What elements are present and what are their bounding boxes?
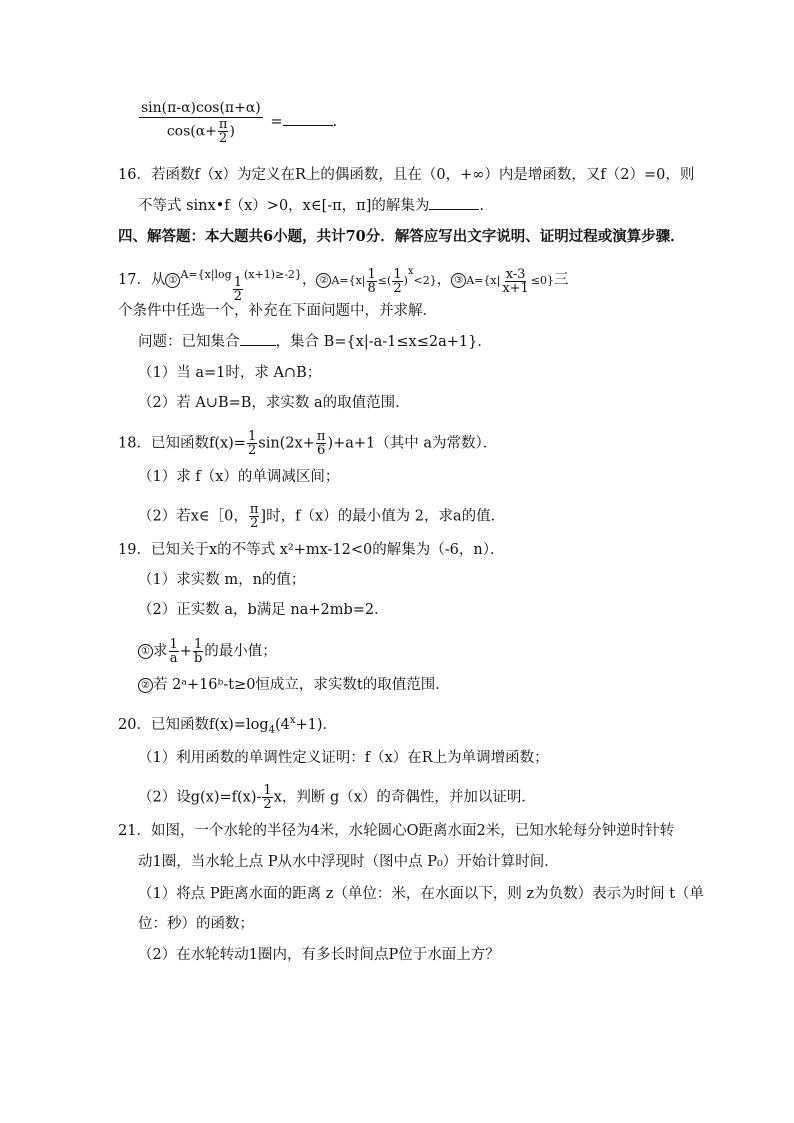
c3-frac-num: x-3 xyxy=(505,266,526,282)
q19-frac1-num: 1 xyxy=(169,637,178,652)
q18-mid: sin(2x+ xyxy=(258,435,315,452)
q18-part2-a: （2）若x∈［0， xyxy=(138,508,248,525)
q20-part1: （1）利用函数的单调性定义证明：f（x）在R上为单调增函数； xyxy=(138,750,549,766)
c2-frac1-num: 1 xyxy=(367,266,376,282)
condition-2 xyxy=(331,266,437,296)
q21-line1: 21．如图，一个水轮的半径为4米，水轮圆心O距离水面2米，已知水轮每分钟逆时针转 xyxy=(118,823,675,839)
q20-part2-b: x，判断 g（x）的奇偶性，并加以证明． xyxy=(273,789,536,806)
q19-sub2 xyxy=(138,675,450,695)
q17-line3-a: 问题：已知集合 xyxy=(138,334,240,350)
q18-pi-num: π xyxy=(316,429,326,444)
q19-plus: + xyxy=(179,643,192,660)
q20-part2-a: （2）设g(x)=f(x)- xyxy=(138,789,262,806)
condition-2-exp: x xyxy=(407,266,414,277)
q19-part2: （2）正实数 a，b满足 na+2mb=2． xyxy=(138,602,389,618)
q16-line2 xyxy=(138,195,484,216)
q19-frac2-num: 1 xyxy=(193,637,203,652)
q16-line2-text: 不等式 sinx•f（x）>0，x∈[-π，π]的解集为 xyxy=(138,198,430,214)
q17-part1: （1）当 a=1时，求 A∩B； xyxy=(138,365,322,381)
log-base-num: 1 xyxy=(233,275,242,290)
q18-part2-b: ]时，f（x）的最小值为 2，求a的值． xyxy=(260,508,506,525)
q15-pi: π xyxy=(218,117,228,132)
condition-2-a: A={x| xyxy=(331,274,366,287)
q18-prefix: 18．已知函数f(x)= xyxy=(118,435,246,452)
q19-sub1-b: 的最小值； xyxy=(204,643,277,660)
condition-3-b: ≤0} xyxy=(530,274,555,287)
q17-line3 xyxy=(138,331,492,352)
q17-set-blank xyxy=(240,331,276,346)
condition-2-c: ) xyxy=(403,274,408,287)
c3-frac-den: x+1 xyxy=(502,280,529,296)
q15-answer-blank xyxy=(283,111,333,126)
q15-den-right: ) xyxy=(229,123,235,140)
q18-part2-num: π xyxy=(249,502,259,517)
q16-line1: 16．若函数f（x）为定义在R上的偶函数，且在（0，+∞）内是增函数，又f（2）=0，则 xyxy=(118,167,695,183)
q19-sub1 xyxy=(138,638,277,665)
q19-frac1-den: a xyxy=(169,651,178,666)
q17-prefix: 17．从 xyxy=(118,272,166,288)
condition-1-marker: ① xyxy=(165,273,180,288)
q20-frac-den: 2 xyxy=(263,797,272,812)
q21-line2: 动1圈，当水轮上点 P从水中浮现时（图中点 P₀）开始计算时间． xyxy=(138,854,559,870)
q20-line1-a: 20．已知函数f(x)=log xyxy=(118,716,269,733)
q20-line1-c: +1)． xyxy=(295,716,338,733)
q21-part2: （2）在水轮转动1圈内，有多长时间点P位于水面上方？ xyxy=(138,947,500,963)
q17-suffix: 三 xyxy=(554,272,569,288)
q16-answer-blank xyxy=(429,195,479,210)
q19-sub2-marker: ② xyxy=(138,678,153,693)
q17-line2: 个条件中任选一个，补充在下面问题中，并求解． xyxy=(118,303,437,319)
q17-line1: 17．从 ① $^{A=\{x|log \frac{1}{2} (x+1)\ge-2\}}$， ② A={x| $\frac{1}{8}$ ≤( $\frac{1}{2}$ )$^x$<2}， ③ A={x| $\frac{x-3}{x+1}$ ≤0}三 xyxy=(118,266,569,304)
q21-part1-line2: 位：秒）的函数； xyxy=(138,916,254,932)
section-4-heading: 四、解答题：本大题共6小题，共计70分．解答应写出文字说明、证明过程或演算步骤． xyxy=(118,228,685,245)
q19-sub1-marker: ① xyxy=(138,644,153,659)
q20-log-base: 4 xyxy=(268,724,275,736)
q18-part2 xyxy=(138,503,505,530)
q19-line1: 19．已知关于x的不等式 x²+mx-12<0的解集为（-6，n）． xyxy=(118,542,505,558)
q18-part1: （1）求 f（x）的单调减区间； xyxy=(138,469,340,485)
q16-end: . xyxy=(479,198,484,214)
q18-part2-den: 2 xyxy=(250,516,259,531)
condition-2-d: <2} xyxy=(413,274,437,287)
q20-line1-b: (4 xyxy=(274,716,290,733)
q21-part1-line1: （1）将点 P距离水面的距离 z（单位：米，在水面以下，则 z为负数）表示为时间 t（单 xyxy=(138,886,705,902)
q15-equals: = xyxy=(270,114,283,130)
condition-1-rest: (x+1)≥-2} xyxy=(244,268,302,281)
q19-part1: （1）求实数 m，n的值； xyxy=(138,572,306,588)
q19-sub2-text: 若 2ᵃ+16ᵇ-t≥0恒成立，求实数t的取值范围． xyxy=(153,677,450,693)
q20-line1 xyxy=(118,711,337,741)
q19-frac2-den: b xyxy=(193,651,203,666)
q20-exp: x xyxy=(289,715,296,726)
log-base-den: 2 xyxy=(233,289,242,304)
q20-part2 xyxy=(138,784,536,811)
q15-two: 2 xyxy=(219,131,228,146)
q18-rest: )+a+1（其中 a为常数）． xyxy=(327,435,498,452)
q15-numerator: sin(π-α)cos(π+α) xyxy=(141,100,261,116)
condition-2-marker: ② xyxy=(316,273,331,288)
c2-frac1-den: 8 xyxy=(367,280,376,296)
condition-3 xyxy=(466,266,555,296)
q20-frac-num: 1 xyxy=(263,783,272,798)
q18-line1 xyxy=(118,430,497,457)
q15-end: . xyxy=(332,114,338,130)
q17-part2: （2）若 A∪B=B，求实数 a的取值范围． xyxy=(138,395,410,411)
c2-frac2-num: 1 xyxy=(393,266,402,282)
condition-1-text: A={x|log xyxy=(180,268,232,281)
c2-frac2-den: 2 xyxy=(393,280,402,296)
q15-den-left: cos(α+ xyxy=(166,123,217,140)
condition-3-marker: ③ xyxy=(451,273,466,288)
q15-expression xyxy=(138,99,337,145)
q18-pi-den: 6 xyxy=(317,443,326,458)
q19-sub1-a: 求 xyxy=(153,643,168,660)
q18-frac-num: 1 xyxy=(247,429,257,444)
condition-2-b: ≤( xyxy=(377,274,392,287)
condition-3-a: A={x| xyxy=(466,274,501,287)
q17-line3-b: ，集合 B={x|-a-1≤x≤2a+1}． xyxy=(275,334,492,350)
q18-frac-den: 2 xyxy=(247,443,257,458)
condition-1 xyxy=(180,268,302,304)
